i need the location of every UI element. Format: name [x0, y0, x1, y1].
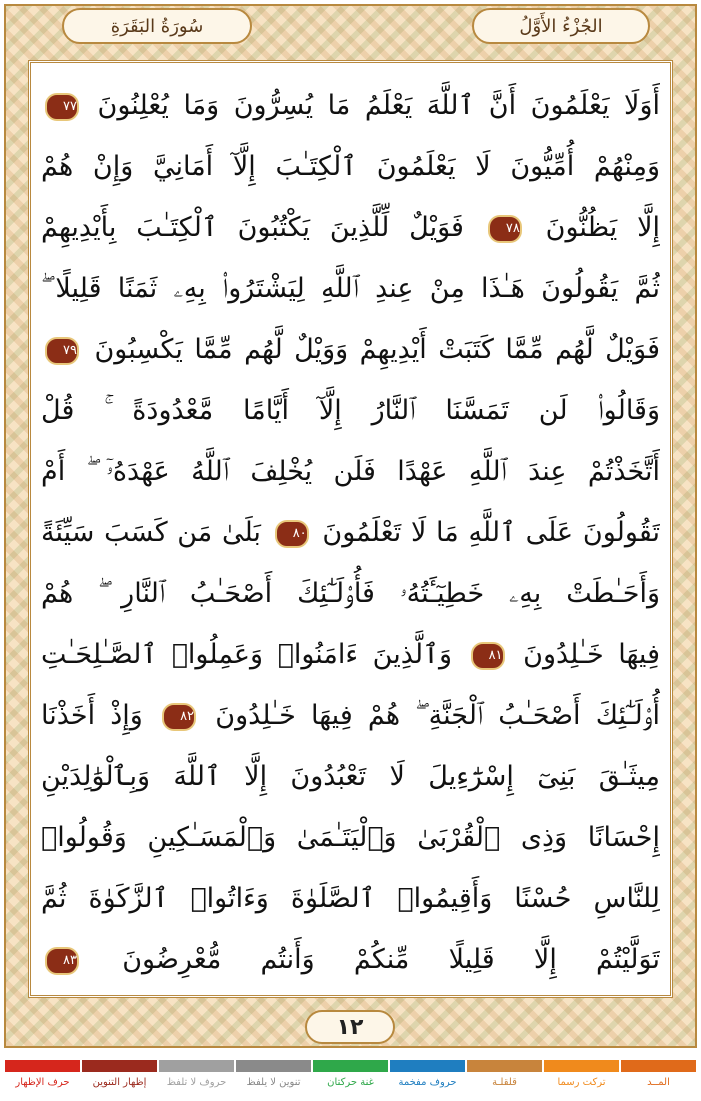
legend-item: [81, 1060, 158, 1101]
ayah-number-marker: ٧٩: [45, 337, 79, 365]
legend-color-swatch: [313, 1060, 388, 1072]
legend-color-swatch: [621, 1060, 696, 1072]
verse-line: [41, 868, 660, 929]
verse-text: مِيثَـٰقَ بَنِىٓ إِسْرَٰٓءِيلَ لَا تَعْبُدُونَ إِلَّا ٱللَّهَ وَبِٱلْوَٰلِدَيْنِ: [41, 761, 660, 792]
verse-text: وَقَالُوا۟ لَن تَمَسَّنَا ٱلنَّارُ إِلَّآ أَيَّامًا مَّعْدُودَةً ۚ قُلْ: [41, 395, 660, 426]
legend-item: [543, 1060, 620, 1101]
tajweed-legend: [0, 1060, 701, 1101]
ayah-number-marker: ٨٠: [275, 520, 309, 548]
legend-item: [620, 1060, 697, 1101]
verse-line: [41, 502, 660, 563]
verse-text: بَلَىٰ مَن كَسَبَ سَيِّئَةً: [41, 517, 261, 548]
legend-label: غنة حركتان: [327, 1077, 374, 1088]
verse-text: وَمِنْهُمْ أُمِّيُّونَ لَا يَعْلَمُونَ ٱلْكِتَـٰبَ إِلَّآ أَمَانِيَّ وَإِنْ هُمْ: [41, 151, 660, 182]
verse-line: [41, 319, 660, 380]
verse-text: أَتَّخَذْتُمْ عِندَ ٱللَّهِ عَهْدًا فَلَن يُخْلِفَ ٱللَّهُ عَهْدَهُۥٓ ۖ أَمْ: [41, 456, 660, 487]
verse-line: [41, 136, 660, 197]
legend-label: إظهار التنوين: [92, 1077, 147, 1088]
surah-name: سُورَةُ البَقَرَةِ: [110, 15, 204, 37]
ayah-number-marker: ٨٣: [45, 947, 79, 975]
verse-line: [41, 75, 660, 136]
legend-item: [466, 1060, 543, 1101]
legend-label: حروف لا تلفظ: [166, 1077, 227, 1088]
legend-label: تنوين لا يلفظ: [246, 1077, 301, 1088]
verse-line: [41, 380, 660, 441]
legend-color-swatch: [159, 1060, 234, 1072]
legend-item: [4, 1060, 81, 1101]
legend-color-swatch: [390, 1060, 465, 1072]
ayah-number-marker: ٨٢: [162, 703, 196, 731]
verse-text: وَإِذْ أَخَذْنَا: [41, 700, 143, 731]
surah-name-header: [62, 8, 252, 44]
ayah-number-marker: ٧٨: [488, 215, 522, 243]
verse-text: لِلنَّاسِ حُسْنًا وَأَقِيمُوا۟ ٱلصَّلَوٰةَ وَءَاتُوا۟ ٱلزَّكَوٰةَ ثُمَّ: [41, 883, 660, 914]
ayah-number-marker: ٨١: [471, 642, 505, 670]
verse-line: [41, 258, 660, 319]
legend-item: [235, 1060, 312, 1101]
verse-text: وَٱلَّذِينَ ءَامَنُوا۟ وَعَمِلُوا۟ ٱلصَّـٰلِحَـٰتِ: [41, 639, 452, 670]
verse-text: ثُمَّ يَقُولُونَ هَـٰذَا مِنْ عِندِ ٱللَّهِ لِيَشْتَرُوا۟ بِهِۦ ثَمَنًا قَلِيلًا ۖ: [41, 273, 660, 304]
verse-text: وَأَحَـٰطَتْ بِهِۦ خَطِيٓـَٔتُهُۥ فَأُو۟لَـٰٓئِكَ أَصْحَـٰبُ ٱلنَّارِ ۖ هُمْ: [41, 578, 660, 609]
verse-text: فَوَيْلٌ لَّهُم مِّمَّا كَتَبَتْ أَيْدِيهِمْ وَوَيْلٌ لَّهُم مِّمَّا يَكْسِبُونَ: [94, 334, 660, 365]
verse-text: أَوَلَا يَعْلَمُونَ أَنَّ ٱللَّهَ يَعْلَمُ مَا يُسِرُّونَ وَمَا يُعْلِنُونَ: [97, 90, 660, 121]
verse-line: [41, 197, 660, 258]
legend-label: قلقلـة: [492, 1077, 517, 1088]
verse-text: فَوَيْلٌ لِّلَّذِينَ يَكْتُبُونَ ٱلْكِتَـٰبَ بِأَيْدِيهِمْ: [41, 212, 464, 243]
verse-lines: [41, 75, 660, 985]
legend-item: [158, 1060, 235, 1101]
verse-line: [41, 929, 660, 990]
verse-text: تَوَلَّيْتُمْ إِلَّا قَلِيلًا مِّنكُمْ وَأَنتُم مُّعْرِضُونَ: [122, 944, 660, 975]
legend-color-swatch: [467, 1060, 542, 1072]
verse-line: [41, 807, 660, 868]
legend-color-swatch: [236, 1060, 311, 1072]
verse-text: إِحْسَانًا وَذِى ٱلْقُرْبَىٰ وَٱلْيَتَـٰمَىٰ وَٱلْمَسَـٰكِينِ وَقُولُوا۟: [41, 822, 660, 853]
legend-item: [389, 1060, 466, 1101]
verse-line: [41, 746, 660, 807]
juz-name-header: [472, 8, 650, 44]
legend-item: [312, 1060, 389, 1101]
legend-color-swatch: [544, 1060, 619, 1072]
verse-text: أُو۟لَـٰٓئِكَ أَصْحَـٰبُ ٱلْجَنَّةِ ۖ هُمْ فِيهَا خَـٰلِدُونَ: [215, 700, 660, 731]
legend-label: حرف الإظهار: [15, 1077, 70, 1088]
verse-line: [41, 563, 660, 624]
page-number: ١٢: [336, 1014, 364, 1040]
ayah-number-marker: ٧٧: [45, 93, 79, 121]
juz-name: الجُزْءُ الأَوَّلُ: [519, 15, 603, 37]
page-number-badge: [305, 1010, 395, 1044]
verse-text: تَقُولُونَ عَلَى ٱللَّهِ مَا لَا تَعْلَمُونَ: [322, 517, 660, 548]
verse-text: فِيهَا خَـٰلِدُونَ: [523, 639, 660, 670]
quran-text-panel: [28, 60, 673, 998]
legend-label: تركت رسما: [557, 1077, 606, 1088]
legend-color-swatch: [82, 1060, 157, 1072]
legend-label: حروف مفخمة: [398, 1077, 457, 1088]
legend-label: المــد: [647, 1077, 670, 1088]
verse-line: [41, 441, 660, 502]
legend-color-swatch: [5, 1060, 80, 1072]
verse-line: [41, 685, 660, 746]
verse-text: إِلَّا يَظُنُّونَ: [545, 212, 660, 243]
verse-line: [41, 624, 660, 685]
